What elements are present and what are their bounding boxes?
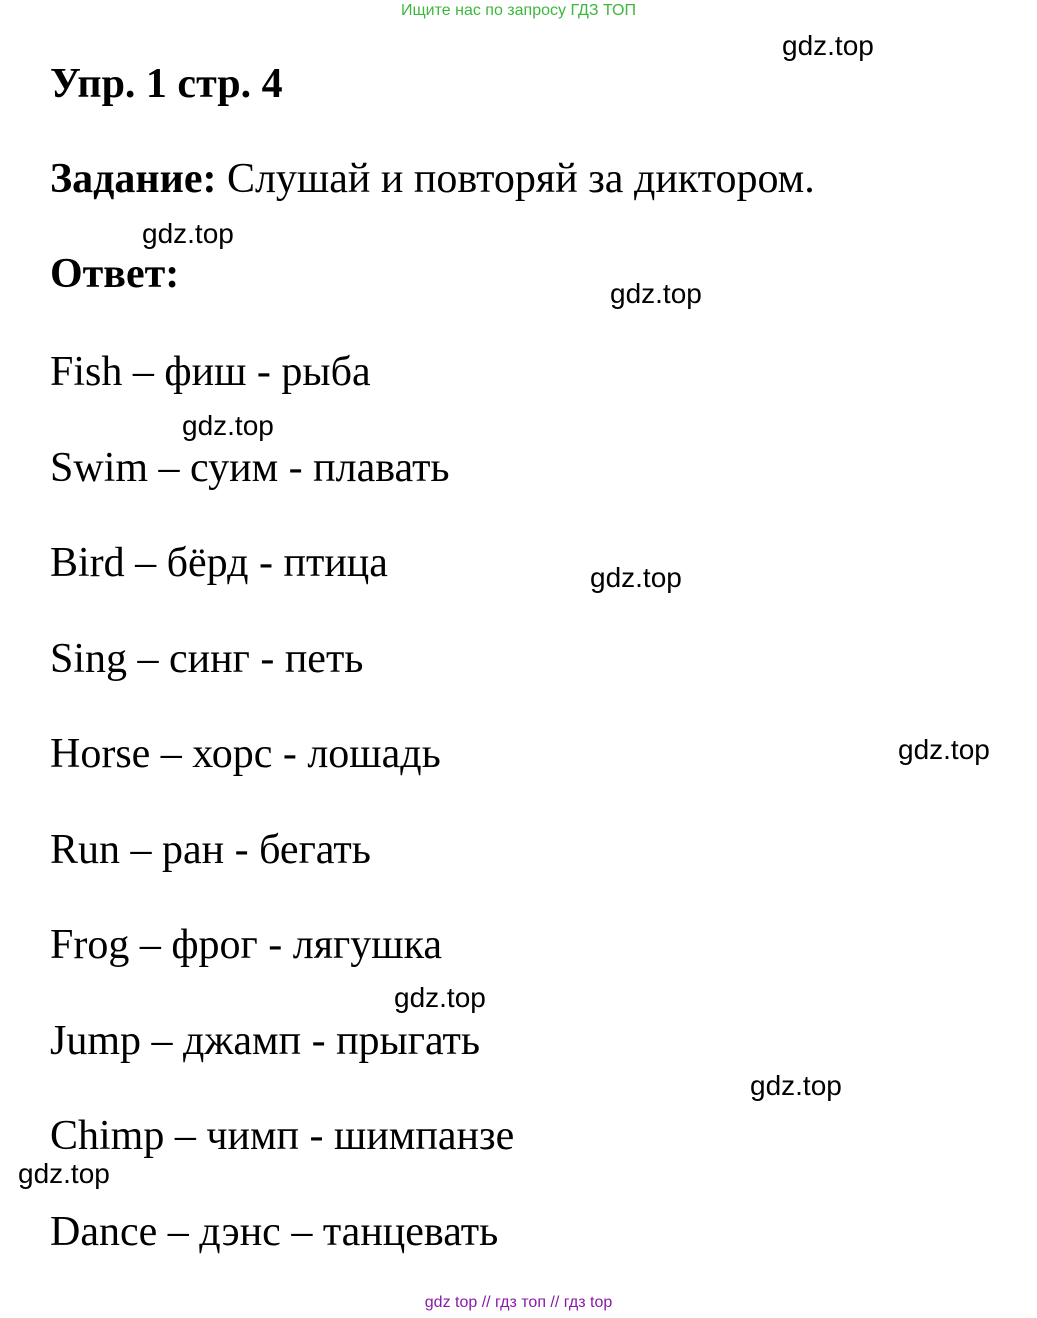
watermark: gdz.top: [18, 1158, 110, 1189]
task-text: Слушай и повторяй за диктором.: [226, 156, 815, 202]
word-list: [50, 342, 514, 1297]
watermark: gdz.top: [590, 562, 682, 593]
word-item: Run – ран - бегать: [50, 826, 371, 873]
watermark: gdz.top: [394, 982, 486, 1013]
word-item: Swim – суим - плавать: [50, 444, 450, 491]
word-item: Sing – синг - петь: [50, 635, 364, 682]
top-banner: Ищите нас по запросу ГДЗ ТОП: [401, 2, 636, 19]
answer-label: Ответ:: [50, 251, 180, 297]
watermark: gdz.top: [182, 410, 274, 441]
watermark: gdz.top: [610, 278, 702, 309]
word-item: Dance – дэнс – танцевать: [50, 1208, 499, 1255]
watermark: gdz.top: [750, 1070, 842, 1101]
word-item: Bird – бёрд - птица: [50, 540, 388, 586]
bottom-banner: gdz top // гдз топ // гдз top: [424, 1294, 613, 1311]
word-item: Jump – джамп - прыгать: [50, 1017, 481, 1064]
watermark: gdz.top: [142, 218, 234, 249]
task-label: Задание:: [50, 156, 217, 202]
exercise-heading: Упр. 1 стр. 4: [50, 61, 283, 107]
word-item: Chimp – чимп - шимпанзе: [50, 1113, 515, 1159]
watermark: gdz.top: [898, 734, 990, 765]
task-line: [50, 155, 815, 203]
watermark: gdz.top: [782, 30, 874, 61]
word-item: Frog – фрог - лягушка: [50, 922, 443, 968]
word-item: Fish – фиш - рыба: [50, 349, 371, 395]
word-item: Horse – хорс - лошадь: [50, 731, 441, 777]
